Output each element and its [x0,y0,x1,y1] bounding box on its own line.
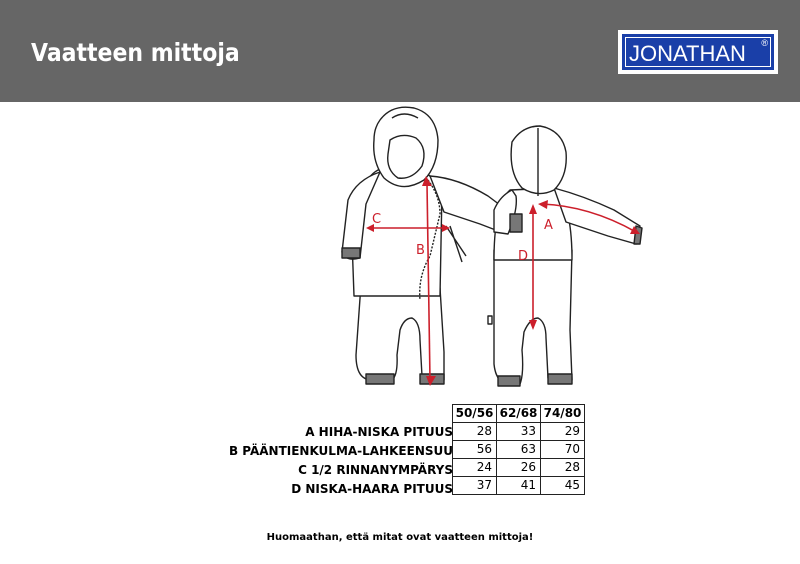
back-left-cuff [510,214,522,232]
row-label-c: C 1/2 RINNANYMPÄRYS [298,463,453,477]
table-row [453,459,585,477]
label-b: B [416,243,425,258]
cell-d-74-80: 45 [541,477,585,495]
back-label-tab [488,316,492,324]
cell-b-74-80: 70 [541,441,585,459]
cell-c-74-80: 28 [541,459,585,477]
table-row [453,423,585,441]
col-header-74-80: 74/80 [541,405,585,423]
cell-b-62-68: 63 [497,441,541,459]
registered-mark-icon: ® [761,38,768,48]
front-drawstring [446,226,466,262]
col-header-62-68: 62/68 [497,405,541,423]
back-view [488,126,642,386]
logo-text: JONATHAN [629,41,746,66]
cell-c-50-56: 24 [453,459,497,477]
row-label-a: A HIHA-NISKA PITUUS [305,425,453,439]
back-right-ankle-cuff [548,374,572,384]
footer-note: Huomaathan, että mitat ovat vaatteen mittoja! [266,532,534,543]
row-label-d: D NISKA-HAARA PITUUS [291,482,453,496]
cell-c-62-68: 26 [497,459,541,477]
page-title: Vaatteen mittoja [31,38,240,67]
front-left-ankle-cuff [366,374,394,384]
row-label-b: B PÄÄNTIENKULMA-LAHKEENSUU [228,444,453,458]
arrow-d-bottom-head [529,320,537,330]
label-d: D [518,249,529,264]
cell-a-50-56: 28 [453,423,497,441]
cell-d-62-68: 41 [497,477,541,495]
size-table [452,404,585,495]
cell-a-74-80: 29 [541,423,585,441]
front-left-cuff [342,248,360,258]
label-a: A [544,218,553,233]
table-row [453,441,585,459]
cell-d-50-56: 37 [453,477,497,495]
label-c: C [372,212,382,227]
cell-a-62-68: 33 [497,423,541,441]
cell-b-50-56: 56 [453,441,497,459]
col-header-50-56: 50/56 [453,405,497,423]
table-row [453,477,585,495]
back-left-ankle-cuff [498,376,520,386]
size-table-header [453,405,585,423]
size-row-labels [229,423,453,499]
